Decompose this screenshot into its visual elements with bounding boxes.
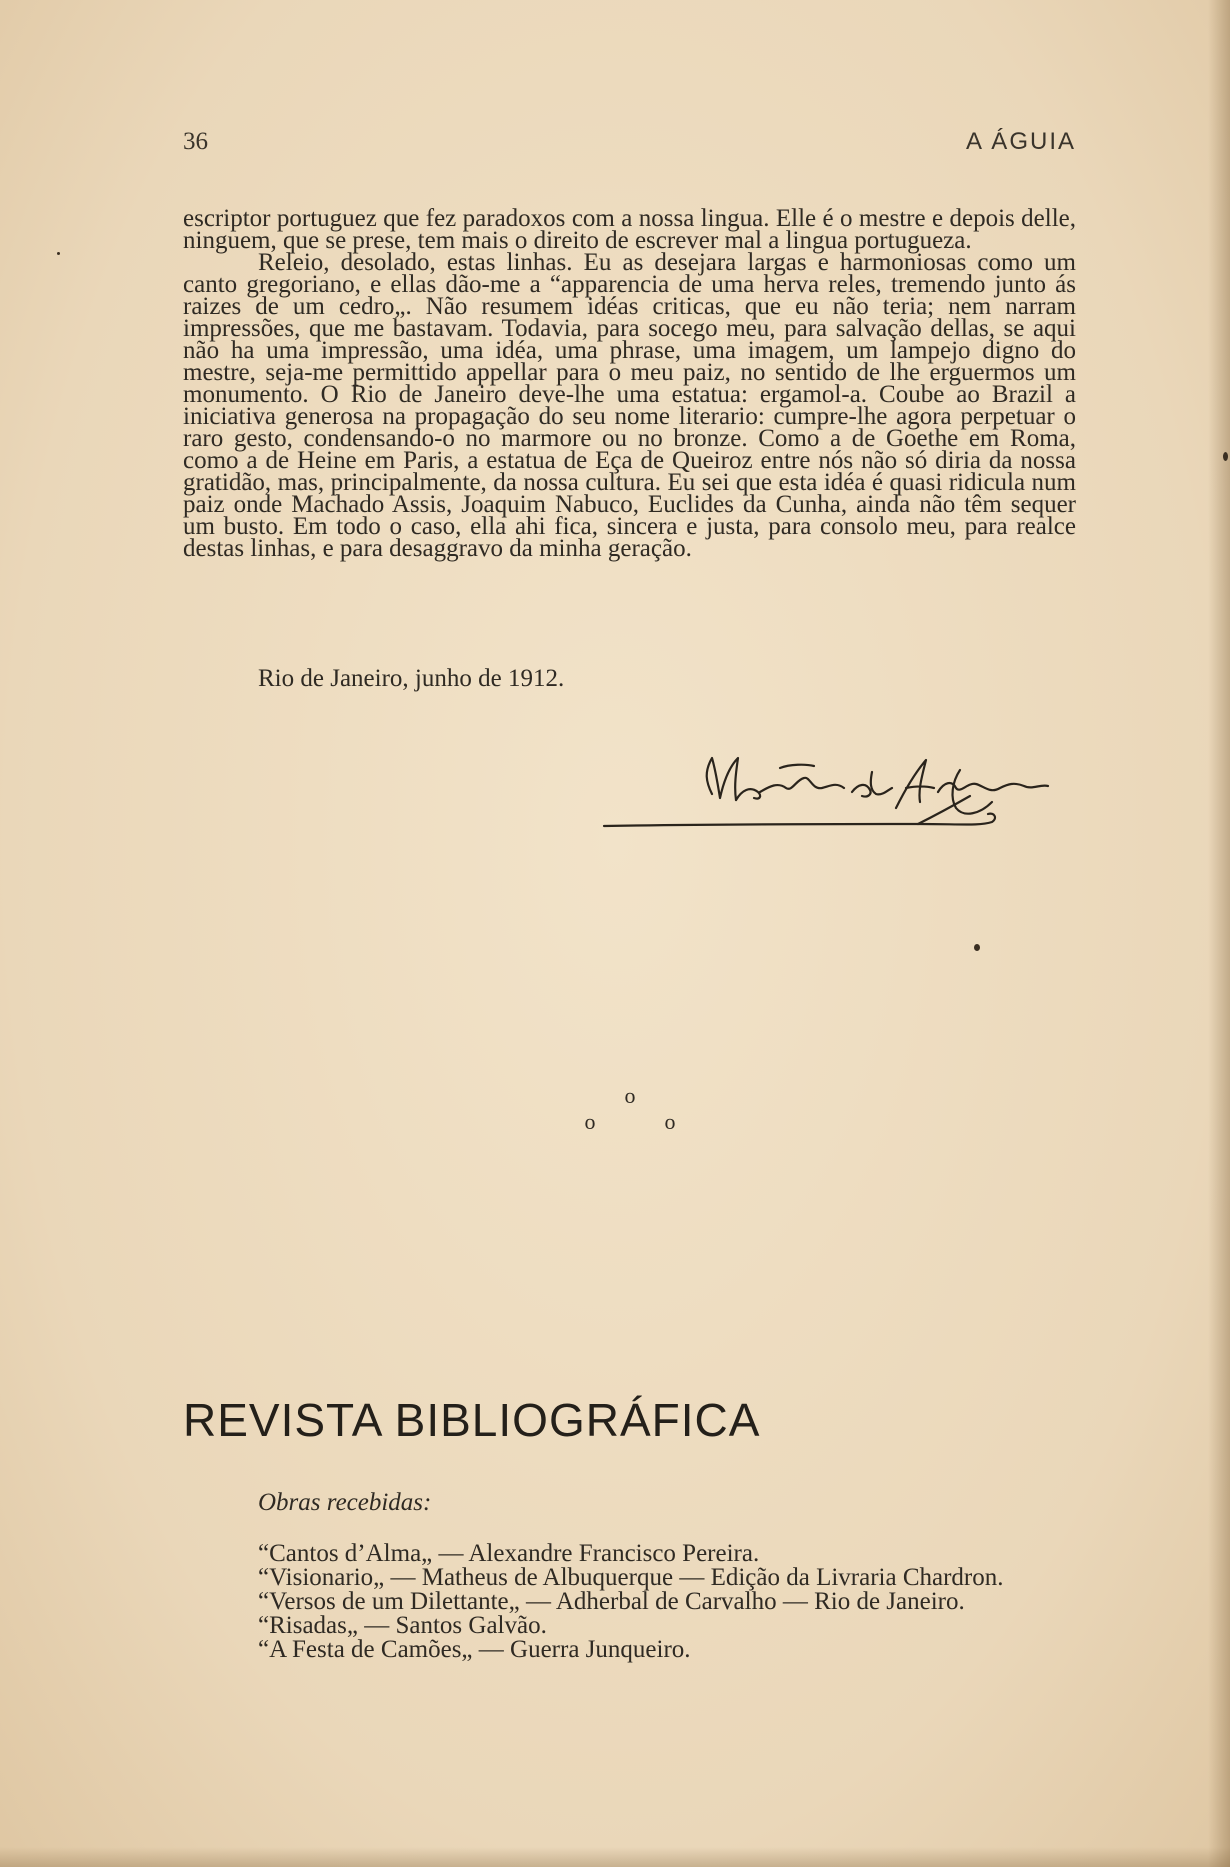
ornament-mark-left: o [584,1109,596,1134]
signature-image [600,742,1080,842]
ink-speck [1223,452,1228,461]
page-number: 36 [183,128,208,155]
dateline: Rio de Janeiro, junho de 1912. [258,665,565,692]
ink-speck [974,944,980,951]
paragraph-statue-proposal: Releio, desolado, estas linhas. Eu as desejara largas e harmoniosas como um canto gregoriano, e ellas dão-me a “apparencia de uma herva reles, tremendo junto ás raizes de um cedro„. Não resumem idéas criticas, que eu não teria; nem narram impressões, que me bastavam. Todavia, para socego meu, para salvação dellas, se aqui não ha uma impressão, uma idéa, uma phrase, uma imagem, um lampejo digno do mestre, seja-me permittido appellar para o meu paiz, no sentido de lhe erguermos um monumento. O Rio de Janeiro deve-lhe uma estatua: ergamol-a. Coube ao Brazil a iniciativa generosa na propagação do seu nome literario: cumpre-lhe agora perpetuar o raro gesto, condensando-o no marmore ou no bronze. Como a de Goethe em Roma, como a de Heine em Paris, a estatua de Eça de Queiroz entre nós não só diria da nossa gratidão, mas, principalmente, da nossa cultura. Eu sei que esta idéa é quasi ridicula num paiz onde Machado Assis, Joaquim Nabuco, Euclides da Cunha, ainda não têm sequer um busto. Em todo o caso, ella ahi fica, sincera e justa, para consolo meu, para realce destas linhas, e para desaggravo da minha geração. [183,249,1076,562]
section-title: REVISTA BIBLIOGRÁFICA [183,1394,761,1446]
list-item: “A Festa de Camões„ — Guerra Junqueiro. [258,1636,691,1663]
article-body [183,205,1076,562]
received-works-list [258,1542,1058,1662]
running-head [183,128,1076,160]
list-item: “Risadas„ — Santos Galvão. [258,1612,547,1639]
received-works-label: Obras recebidas: [258,1489,432,1516]
list-item: “Versos de um Dilettante„ — Adherbal de Carvalho — Rio de Janeiro. [258,1588,965,1615]
list-item: “Cantos d’Alma„ — Alexandre Francisco Pereira. [258,1540,760,1567]
ink-speck [57,252,60,255]
list-item: “Visionario„ — Matheus de Albuquerque — Edição da Livraria Chardron. [258,1564,1004,1591]
section-divider-ornament [570,1085,690,1135]
ornament-mark-right: o [664,1109,676,1134]
page-edge-shadow-right [1208,0,1230,1867]
journal-title: A ÁGUIA [965,128,1076,155]
paragraph-continuation: escriptor portuguez que fez paradoxos com a nossa lingua. Elle é o mestre e depois delle, ninguem, que se prese, tem mais o direito de escrever mal a lingua portugueza. [183,205,1076,254]
page-edge-shadow-bottom [0,1847,1230,1867]
ornament-mark-top: o [624,1085,636,1108]
